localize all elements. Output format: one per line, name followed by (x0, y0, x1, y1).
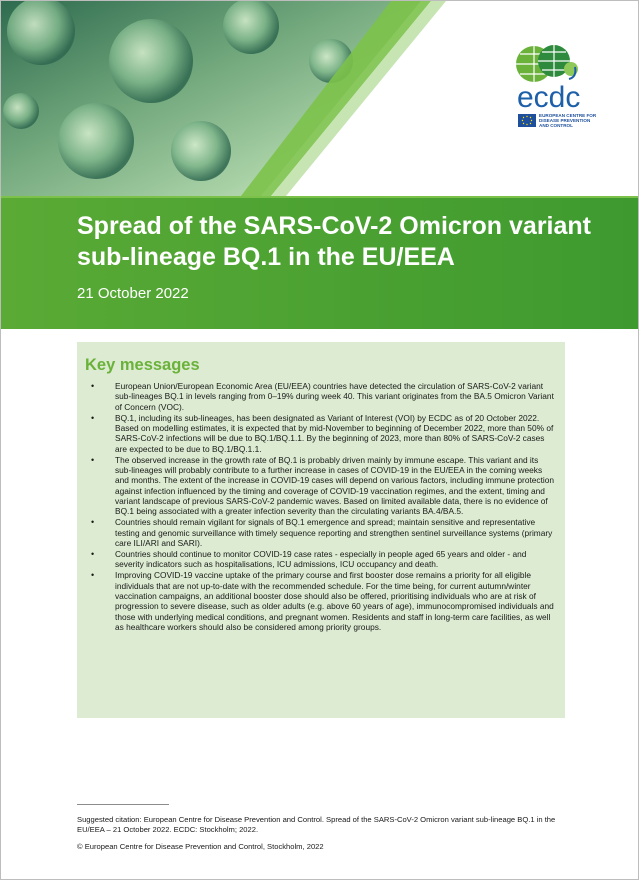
org-name: EUROPEAN CENTRE FOR DISEASE PREVENTION AND CONTROL (539, 113, 597, 129)
key-messages-list (85, 381, 555, 632)
ecdc-logo-text: ecdc (517, 81, 581, 114)
suggested-citation: Suggested citation: European Centre for Disease Prevention and Control. Spread of the SARS-CoV-2 Omicron variant sub-lineage BQ.1 in the EU/EEA – 21 October 2022. ECDC: Stockholm; 2022. (77, 815, 556, 834)
page-title: Spread of the SARS-CoV-2 Omicron variant sub-lineage BQ.1 in the EU/EEA (77, 212, 591, 271)
cover-banner (1, 1, 638, 331)
key-message-item: • The observed increase in the growth rate of BQ.1 is probably driven mainly by immune escape. This variant and its sub-lineages will probably contribute to a further increase in cases of COVID-19 in the EU/EEA in the coming weeks and months. The extent of the increase in COVID-19 cases will depend on various factors, including immune protection against infection influenced by the timing and coverage of COVID-19 vaccination regimes, and the extent, timing and variant landscape of previous SARS-CoV-2 pandemic waves. Based on limited available data, there is no evidence of BQ.1 being associated with a greater infection severity than the circulating variants BA.4/BA.5. (85, 455, 555, 517)
key-message-item: • Improving COVID-19 vaccine uptake of the primary course and first booster dose remains a priority for all eligible individuals that are not up-to-date with the recommended schedule. For the time being, for current autumn/winter vaccination campaigns, an additional booster dose should also be offered, prioritising individuals who are at risk of progression to severe disease, such as older adults (e.g. above 60 years of age), immunocompromised individuals and those with underlying medical conditions, and pregnant women. Residents and staff in long-term care facilities, as well as healthcare workers should also be considered among priority groups. (85, 570, 555, 632)
footer-divider (77, 804, 169, 805)
globe-icon (499, 39, 609, 84)
key-message-item: • European Union/European Economic Area (EU/EEA) countries have detected the circulation of SARS-CoV-2 variant sub-lineages BQ.1 in levels ranging from 0–19% during week 40. This variant originates from the BA.5 Omicron Variant of Concern (VOC). (85, 381, 555, 412)
key-message-item: • BQ.1, including its sub-lineages, has been designated as Variant of Interest (VOI) by ECDC as of 20 October 2022. Based on modelling estimates, it is expected that by mid-November to beginning of December 2022, more than 50% of SARS-CoV-2 infections will be due to BQ.1/BQ.1.1. By the beginning of 2023, more than 80% of SARS-CoV-2 cases are expected to be due to BQ.1/BQ.1.1. (85, 413, 555, 454)
key-messages-heading: Key messages (85, 356, 200, 374)
category-label: EPIDEMIOLOGICAL UPDATE (387, 176, 600, 193)
key-message-item: • Countries should continue to monitor COVID-19 case rates - especially in people aged 65 years and older - and severity indicators such as hospitalisations, ICU admissions, ICU occupancy and death. (85, 549, 555, 570)
copyright-notice: © European Centre for Disease Prevention and Control, Stockholm, 2022 (77, 842, 324, 851)
key-message-item: • Countries should remain vigilant for signals of BQ.1 emergence and spread; maintain sensitive and representative testing and genomic surveillance with timely sequence reporting and strengthen sentinel surveillance systems (primary care ILI/ARI and SARI). (85, 517, 555, 548)
eu-flag-icon (518, 114, 536, 127)
publication-date: 21 October 2022 (77, 285, 189, 302)
key-messages-box (77, 342, 565, 718)
